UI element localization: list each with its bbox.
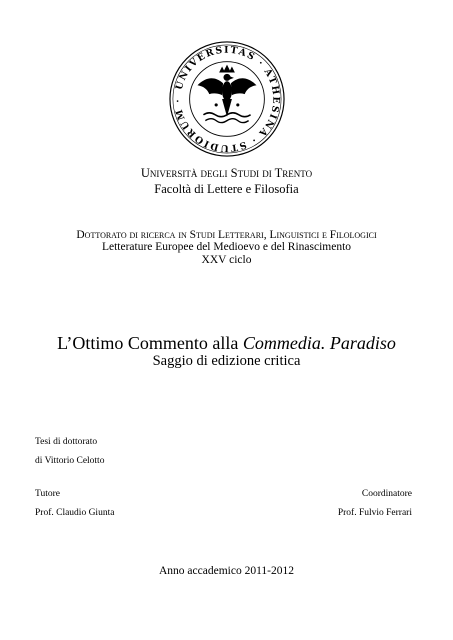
eagle-icon bbox=[198, 65, 257, 123]
curriculum-name: Letterature Europee del Medioevo e del Rinascimento bbox=[101, 241, 352, 253]
coordinator-name: Prof. Fulvio Ferrari bbox=[337, 508, 412, 518]
supervisor-label: Tutore bbox=[35, 489, 60, 499]
doctorate-program: Dottorato di ricerca in Studi Letterari, Linguistici e Filologici bbox=[76, 229, 377, 241]
thesis-subtitle: Saggio di edizione critica bbox=[152, 353, 301, 369]
thesis-title-italic: Commedia. Paradiso bbox=[242, 333, 396, 353]
svg-text:UNIVERSITAS · ATHESINA · STUDI: UNIVERSITAS · ATHESINA · STUDIORUM · bbox=[172, 44, 282, 154]
academic-year: Anno accademico 2011-2012 bbox=[159, 565, 294, 577]
faculty-name: Facoltà di Lettere e Filosofia bbox=[154, 182, 299, 196]
university-seal-logo bbox=[168, 40, 286, 158]
doctorate-cycle: XXV ciclo bbox=[201, 254, 252, 266]
coordinator-label: Coordinatore bbox=[361, 489, 412, 499]
university-name: Università degli Studi di Trento bbox=[140, 166, 313, 180]
thesis-title bbox=[0, 333, 453, 354]
author-name: di Vittorio Celotto bbox=[35, 456, 105, 466]
thesis-type-label: Tesi di dottorato bbox=[35, 437, 98, 447]
thesis-title-prefix: L’Ottimo Commento alla bbox=[57, 333, 243, 353]
supervisor-name: Prof. Claudio Giunta bbox=[35, 508, 115, 518]
